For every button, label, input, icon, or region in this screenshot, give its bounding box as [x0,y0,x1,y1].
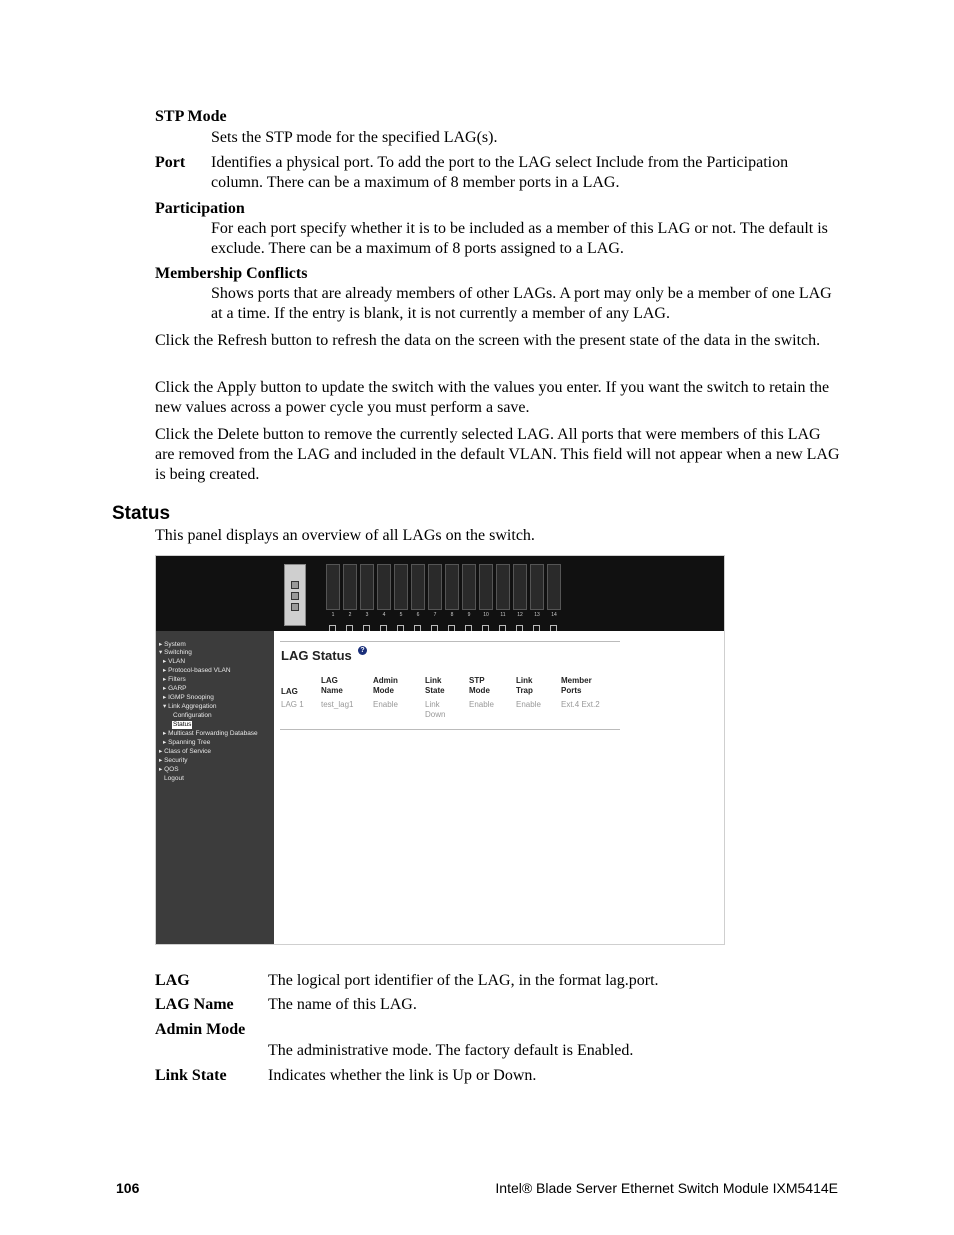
help-icon[interactable]: ? [358,646,367,655]
port-slot[interactable] [445,564,459,610]
nav-link-aggregation[interactable]: ▾ Link Aggregation [163,703,217,710]
delete-paragraph: Click the Delete button to remove the currently selected LAG. All ports that were members of this LAG are removed from the LAG and included in the default VLAN. This field will not appear when a new LAG is being created. [155,426,840,483]
nav-switching[interactable]: ▾ Switching [159,649,192,656]
stp-mode-desc: Sets the STP mode for the specified LAG(s). [211,129,498,146]
table-cell: Enable [516,700,541,709]
table-header: LAG [281,687,298,696]
table-cell: Down [425,710,446,719]
port-slot[interactable] [360,564,374,610]
port-number: 8 [450,612,454,618]
table-header: Ports [561,686,582,695]
port-slot[interactable] [343,564,357,610]
port-number: 4 [382,612,386,618]
lag-name-term: LAG Name [155,996,234,1013]
port-number: 6 [416,612,420,618]
port-number: 9 [467,612,471,618]
table-header: Member [561,676,592,685]
port-number: 12 [517,612,523,618]
table-header: Mode [469,686,490,695]
port-desc: Identifies a physical port. To add the port to the LAG select Include from the Participation column. There can be a maximum of 8 member ports in a LAG. [211,154,789,191]
port-number: 14 [551,612,557,618]
port-number: 11 [500,612,506,618]
panel-title: LAG Status [281,648,352,663]
table-header: Trap [516,686,533,695]
port-slot[interactable] [496,564,510,610]
nav-filters[interactable]: ▸ Filters [163,676,186,683]
table-header: Link [425,676,442,685]
nav-igmp[interactable]: ▸ IGMP Snooping [163,694,214,701]
switch-header [156,556,725,631]
nav-security[interactable]: ▸ Security [159,757,188,764]
nav-class-of-service[interactable]: ▸ Class of Service [159,748,212,755]
port-slot[interactable] [377,564,391,610]
port-number: 13 [534,612,540,618]
refresh-paragraph: Click the Refresh button to refresh the data on the screen with the present state of the data in the switch. [155,332,821,349]
apply-paragraph: Click the Apply button to update the switch with the values you enter. If you want the switch to retain the new values across a power cycle you must perform a save. [155,379,830,416]
nav-logout[interactable]: Logout [164,775,184,782]
table-header: STP [469,676,485,685]
lag-desc: The logical port identifier of the LAG, in the format lag.port. [268,972,659,989]
nav-protocol-vlan[interactable]: ▸ Protocol-based VLAN [163,667,231,674]
status-intro: This panel displays an overview of all LAGs on the switch. [155,527,535,544]
port-number: 1 [331,612,335,618]
nav-multicast[interactable]: ▸ Multicast Forwarding Database [163,730,258,737]
participation-term: Participation [155,200,245,217]
nav-spanning-tree[interactable]: ▸ Spanning Tree [163,739,211,746]
port-number: 7 [433,612,437,618]
table-cell: Link [425,700,440,709]
footer-doc-title: Intel® Blade Server Ethernet Switch Module IXM5414E [495,1180,838,1196]
port-number: 10 [483,612,489,618]
nav-vlan[interactable]: ▸ VLAN [163,658,186,665]
admin-mode-desc: The administrative mode. The factory default is Enabled. [268,1042,634,1059]
table-cell: Ext.4 Ext.2 [561,700,600,709]
port-slot[interactable] [547,564,561,610]
table-cell: Enable [469,700,494,709]
status-heading: Status [112,503,171,524]
port-slot[interactable] [394,564,408,610]
port-slot[interactable] [513,564,527,610]
lag-term: LAG [155,972,190,989]
port-slot[interactable] [411,564,425,610]
port-slot[interactable] [428,564,442,610]
divider-bottom [280,729,620,730]
port-slot[interactable] [479,564,493,610]
membership-conflicts-term: Membership Conflicts [155,265,308,282]
table-header: Name [321,686,343,695]
port-slot[interactable] [462,564,476,610]
port-term: Port [155,154,186,171]
nav-sidebar [156,631,274,945]
nav-garp[interactable]: ▸ GARP [163,685,187,692]
nav-qos[interactable]: ▸ QOS [159,766,179,773]
link-state-desc: Indicates whether the link is Up or Down. [268,1067,537,1084]
port-panel [326,564,580,618]
lag-name-desc: The name of this LAG. [268,996,417,1013]
membership-conflicts-desc: Shows ports that are already members of other LAGs. A port may only be a member of one LAG at a time. If the entry is blank, it is not currently a member of any LAG. [211,285,832,322]
table-header: Mode [373,686,394,695]
nav-status[interactable]: Status [173,721,192,728]
port-slot[interactable] [326,564,340,610]
port-number: 3 [365,612,369,618]
table-cell: Enable [373,700,398,709]
content-panel [274,631,725,945]
nav-system[interactable]: ▸ System [159,641,186,648]
divider-top [280,641,620,642]
port-slot[interactable] [530,564,544,610]
participation-desc: For each port specify whether it is to be included as a member of this LAG or not. The default is exclude. There can be a maximum of 8 ports assigned to a LAG. [211,220,828,257]
admin-mode-term: Admin Mode [155,1021,246,1038]
page-number: 106 [116,1180,140,1196]
stp-mode-term: STP Mode [155,108,227,125]
lag-status-screenshot [155,555,725,945]
table-cell: test_lag1 [321,700,354,709]
port-number: 5 [399,612,403,618]
port-number: 2 [348,612,352,618]
switch-device-icon [284,564,306,626]
table-cell: LAG 1 [281,700,304,709]
link-state-term: Link State [155,1067,227,1084]
table-header: Admin [373,676,398,685]
table-header: Link [516,676,533,685]
table-header: State [425,686,445,695]
nav-configuration[interactable]: Configuration [173,712,212,719]
table-header: LAG [321,676,338,685]
